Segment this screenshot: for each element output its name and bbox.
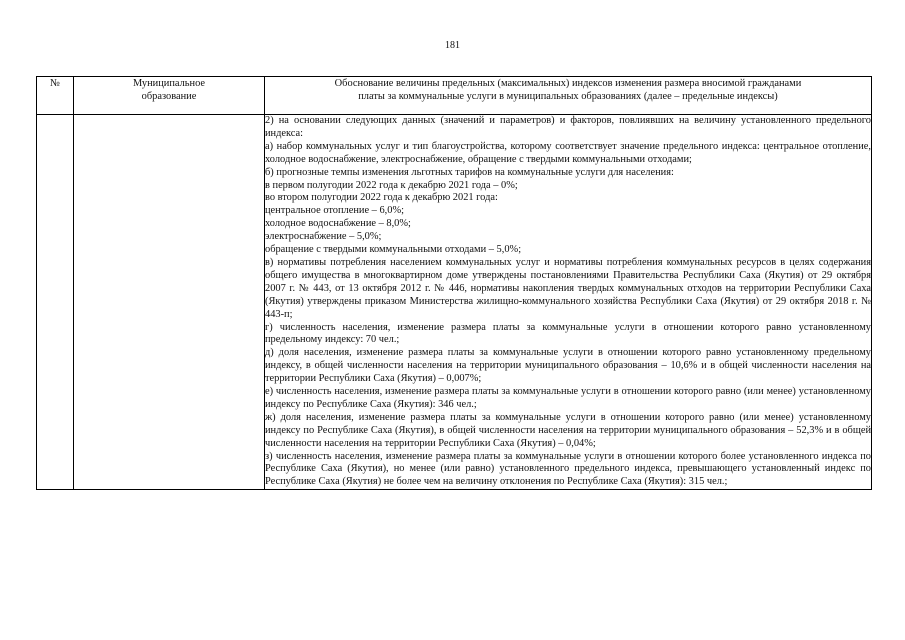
paragraph: б) прогнозные темпы изменения льготных тарифов на коммунальные услуги для населения: bbox=[265, 166, 674, 178]
justification-table bbox=[36, 76, 872, 490]
table-header-row bbox=[37, 77, 872, 115]
paragraph: г) численность населения, изменение размера платы за коммунальные услуги в отношении которого равно установленному предельному индексу: 70 чел.; bbox=[265, 321, 871, 346]
paragraph: е) численность населения, изменение размера платы за коммунальные услуги в отношении которого равно (или менее) установленному индексу по Республике Саха (Якутия): 346 чел.; bbox=[265, 386, 871, 410]
paragraph: а) набор коммунальных услуг и тип благоустройства, которому соответствует значение предельного индекса: центральное отопление, холодное водоснабжение, электроснабжение, обращение с твердыми коммунальными отходами; bbox=[265, 140, 871, 165]
paragraph: д) доля населения, изменение размера платы за коммунальные услуги в отношении которого равно установленному предельному индексу, в общей численности населения на территории муниципального образования – 10,6% и в общей численности населения на территории Республики Саха (Якутия) – 0,007%; bbox=[265, 347, 871, 385]
table-row bbox=[37, 115, 872, 490]
paragraph: электроснабжение – 5,0%; bbox=[265, 231, 382, 243]
row-number-cell bbox=[37, 115, 74, 490]
paragraph: холодное водоснабжение – 8,0%; bbox=[265, 218, 411, 230]
paragraph: во втором полугодии 2022 года к декабрю 2021 года: bbox=[265, 192, 498, 204]
paragraph: з) численность населения, изменение размера платы за коммунальные услуги в отношении которого более установленного индекса по Республике Саха (Якутия), но менее (или равно) установленного предельного индекса, превышающего установленный индекс по Республике Саха (Якутия) не более чем на величину отклонения по Республике Саха (Якутия): 315 чел.; bbox=[265, 450, 871, 488]
paragraph: ж) доля населения, изменение размера платы за коммунальные услуги в отношении которого равно (или менее) установленному индексу по Республике Саха (Якутия), в общей численности населения на территории муниципального образования – 52,3% и в общей численности населения на территории Республики Саха (Якутия) – 0,04%; bbox=[265, 411, 871, 449]
paragraph: в) нормативы потребления населением коммунальных услуг и нормативы потребления коммунальных ресурсов в целях содержания общего имущества в многоквартирном доме утверждены постановлениями Правительства Республики Саха (Якутия) от 29 октября 2007 г. № 443, от 13 октября 2012 г. № 446, нормативы накопления твердых коммунальных отходов на территории Республики Саха (Якутия) утверждены приказом Министерства жилищно-коммунального хозяйства Республики Саха (Якутия) от 29 октября 2018 г. № 443-п; bbox=[265, 256, 871, 320]
paragraph: обращение с твердыми коммунальными отходами – 5,0%; bbox=[265, 244, 522, 256]
paragraph: в первом полугодии 2022 года к декабрю 2021 года – 0%; bbox=[265, 179, 518, 191]
page-number: 181 bbox=[445, 40, 460, 51]
row-justification-cell bbox=[265, 115, 872, 490]
column-header-justification: Обоснование величины предельных (максимальных) индексов изменения размера вносимой гражданами платы за коммунальные услуги в муниципальных образованиях (далее – предельные индексы) bbox=[265, 77, 872, 115]
paragraph: центральное отопление – 6,0%; bbox=[265, 205, 404, 217]
column-header-municipality: Муниципальное образование bbox=[74, 77, 265, 115]
row-municipality-cell bbox=[74, 115, 265, 490]
column-header-number: № bbox=[37, 77, 74, 115]
paragraph: 2) на основании следующих данных (значений и параметров) и факторов, повлиявших на величину установленного предельного индекса: bbox=[265, 115, 871, 139]
